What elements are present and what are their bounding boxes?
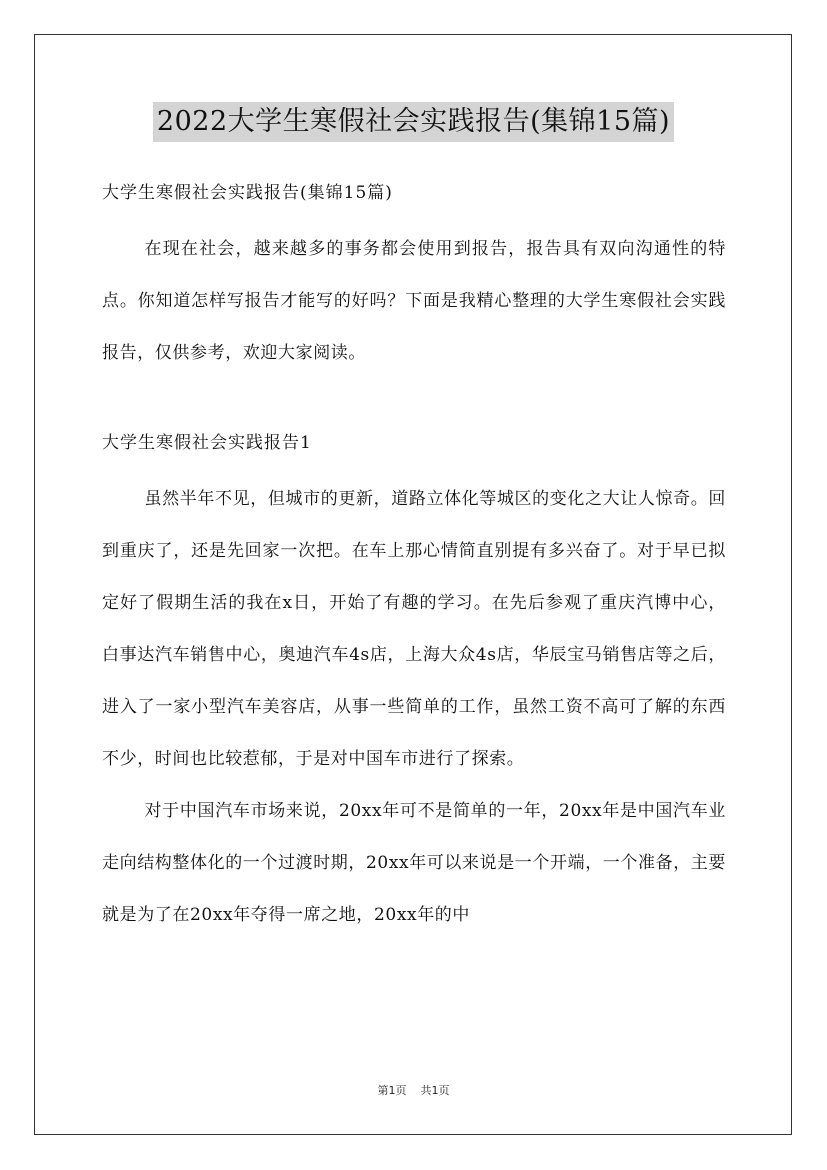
- body-paragraph: 对于中国汽车市场来说，20xx年可不是简单的一年，20xx年是中国汽车业走向结构整体化的一个过渡时期，20xx年可以来说是一个开端，一个准备，主要就是为了在20xx年夺得一席之地，20xx年的中: [102, 801, 727, 925]
- section-heading: 大学生寒假社会实践报告1: [102, 433, 312, 453]
- spacer: [102, 379, 726, 425]
- page-number: 第1页: [377, 1084, 407, 1097]
- document-title-container: [0, 100, 827, 142]
- page-footer: [0, 1083, 827, 1099]
- document-body: [102, 175, 726, 941]
- intro-paragraph: 在现在社会，越来越多的事务都会使用到报告，报告具有双向沟通性的特点。你知道怎样写报告才能写的好吗？下面是我精心整理的大学生寒假社会实践报告，仅供参考，欢迎大家阅读。: [102, 239, 726, 363]
- spacer: [102, 211, 726, 223]
- body-paragraph: 虽然半年不见，但城市的更新，道路立体化等城区的变化之大让人惊奇。回到重庆了，还是先回家一次把。在车上那心情简直别提有多兴奋了。对于早已拟定好了假期生活的我在x日，开始了有趣的学习。在先后参观了重庆汽博中心，白事达汽车销售中心，奥迪汽车4s店，上海大众4s店，华辰宝马销售店等之后，进入了一家小型汽车美容店，从事一些简单的工作，虽然工资不高可了解的东西不少，时间也比较惹郁，于是对中国车市进行了探索。: [102, 489, 726, 769]
- page-total: 共1页: [420, 1084, 450, 1097]
- document-subtitle: 大学生寒假社会实践报告(集锦15篇): [102, 183, 393, 203]
- spacer: [102, 461, 726, 473]
- document-title: 2022大学生寒假社会实践报告(集锦15篇): [153, 102, 674, 142]
